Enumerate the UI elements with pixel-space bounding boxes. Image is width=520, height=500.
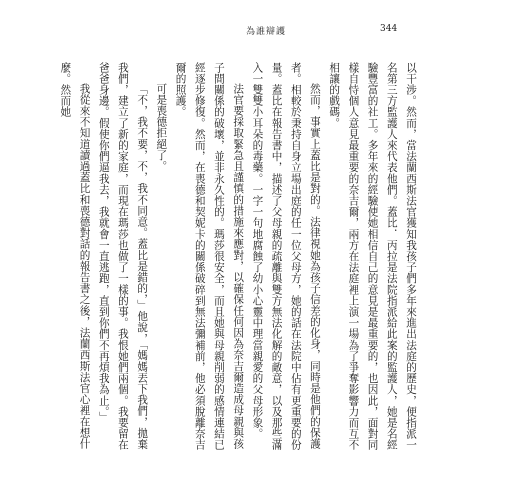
book-title: 為誰辯護 (246, 27, 287, 37)
paragraph: 法官要採取緊急且謹慎的措施來應對，以確保任何因為奈吉爾造成母親與孩子間關係的破壞，並非永久性的。瑪莎很安全，而且她與母親削弱的感情連結已經逐步修復。然而，在喪德和契妮卡的關係破碎到無法彌補前，他必須脫離奈吉爾的照護。 (174, 62, 245, 451)
paragraph: 「不，我不要，不，我不同意。蓋比是錯的，」他說，「媽媽丟下我們，拋棄我們，建立了新的家庭，而現在瑪莎也做了一樣的事。我恨她們兩個。我要留在爸爸身邊。假使你們逼我去，我就會一直逃跑，直到你們不再煩我為止。」 (97, 62, 149, 451)
paragraph: 然而，事實上蓋比是對的。法律視她為孩子信差的化身，同時是他們的保護者。相較於秉持自身立場出庭的任一位父母方，她的話在法院中佔有更重要的份量。蓋比在報告書中，描述了父母親的疏離與雙方無法化解的敵意，以及那些滿入一雙雙小耳朵的毒藥。一字一句地腐蝕了幼小心靈中理當親愛的父母形象。 (251, 62, 321, 451)
running-header (0, 24, 520, 38)
body-text (59, 62, 420, 457)
paragraph: 我從來不知道讀過蓋比和喪德對話的報告書之後，法蘭西斯法官心裡在想什麼。然而她 (59, 62, 91, 450)
paragraph: 以干涉。然而，當法蘭西斯法官獲知我孩子們多年來進出法庭的歷史，便指派一名第三方監護人來代表他們。蓋比．丙拉是法院指派給此案的監護人，她是名經驗豐富的社工。多年來的經驗使她相信自己的意見是最重要的，也因此，面對同樣自恃個人意見最重要的奈吉爾，兩方在法庭裡上演一場為了爭奪影響力而互不相讓的戲碼。 (328, 62, 417, 451)
page-number: 344 (380, 24, 398, 34)
paragraph: 可是喪德拒絕了。 (155, 83, 168, 172)
